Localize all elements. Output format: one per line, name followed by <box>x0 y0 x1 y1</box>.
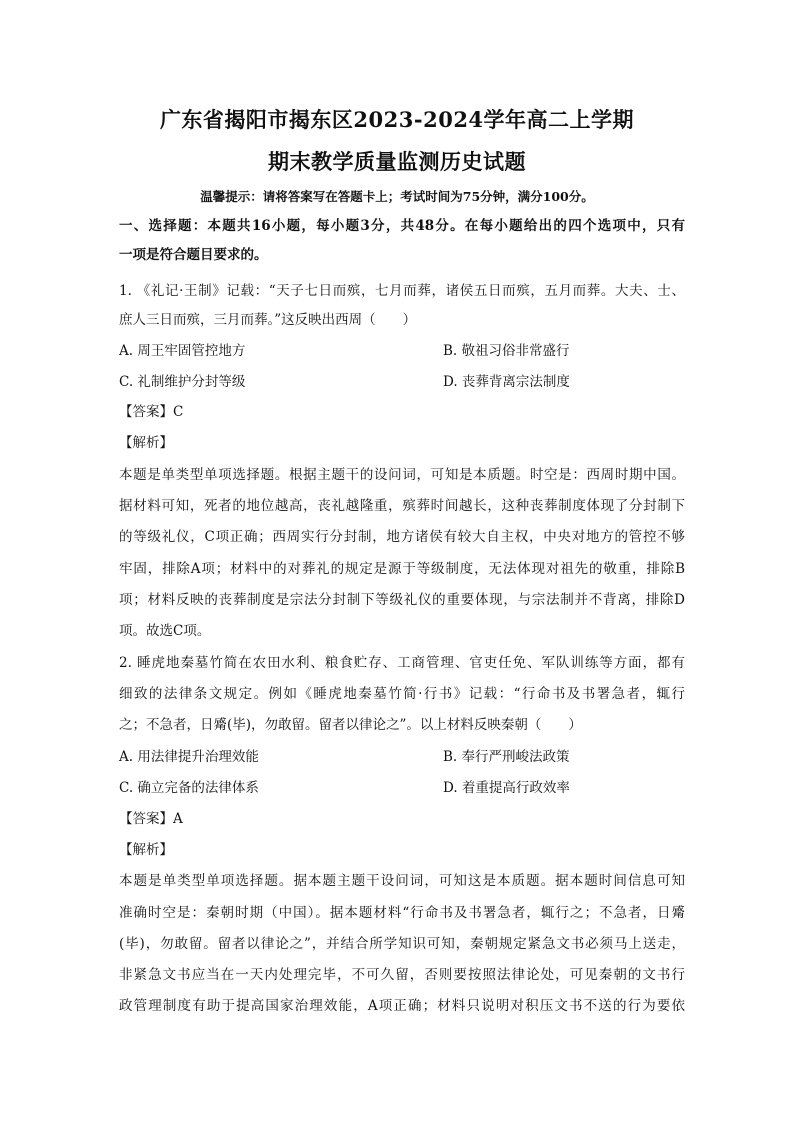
q2-option-c: C. 确立完备的法律体系 <box>119 780 259 796</box>
q2-analysis-line: 政管理制度有助于提高国家治理效能，A项正确；材料只说明对积压文书不送的行为要依 <box>119 998 685 1014</box>
q1-option-b: B. 敬祖习俗非常盛行 <box>443 343 570 359</box>
q2-stem-line1: 2. 睡虎地秦墓竹简在农田水利、粮食贮存、工商管理、官吏任免、军队训练等方面，都有 <box>119 655 685 671</box>
q2-option-b: B. 奉行严刑峻法政策 <box>443 749 570 765</box>
q1-answer: 【答案】C <box>119 404 184 420</box>
q1-analysis-line: 牢固，排除A项；材料中的对葬礼的规定是源于等级制度，无法体现对祖先的敬重，排除B <box>119 561 685 577</box>
q2-answer: 【答案】A <box>119 811 183 827</box>
q2-analysis-heading: 【解析】 <box>119 842 173 858</box>
q2-stem-line2: 细致的法律条文规定。例如《睡虎地秦墓竹简·行书》记载：“行命书及书署急者，辄行 <box>119 686 685 702</box>
q2-analysis-line: 准确时空是：秦朝时期（中国）。据本题材料“行命书及书署急者，辄行之；不急者，日觱 <box>119 905 685 921</box>
q1-analysis-line: 据材料可知，死者的地位越高，丧礼越隆重，殡葬时间越长，这种丧葬制度体现了分封制下 <box>119 498 685 514</box>
section-instructions-line1: 一、选择题：本题共16小题，每小题3分，共48分。在每小题给出的四个选项中，只有 <box>119 218 685 234</box>
q1-analysis-line: 项；材料反映的丧葬制度是宗法分封制下等级礼仪的重要体现，与宗法制并不背离，排除D <box>119 592 685 608</box>
q1-stem-line2: 庶人三日而殡，三月而葬。”这反映出西周（ ） <box>119 312 417 328</box>
q1-option-c: C. 礼制维护分封等级 <box>119 374 246 390</box>
q1-option-a: A. 周王牢固管控地方 <box>119 343 246 359</box>
exam-title-line2: 期末教学质量监测历史试题 <box>268 149 526 174</box>
q1-option-d: D. 丧葬背离宗法制度 <box>443 374 570 390</box>
q1-stem-line1: 1. 《礼记·王制》记载：“天子七日而殡，七月而葬，诸侯五日而殡，五月而葬。大夫、士、 <box>119 283 685 299</box>
q1-analysis-heading: 【解析】 <box>119 435 173 451</box>
exam-title-line1: 广东省揭阳市揭东区2023-2024学年高二上学期 <box>159 107 635 132</box>
q2-analysis-line: 本题是单类型单项选择题。据本题主题干设问词，可知这是本质题。据本题时间信息可知 <box>119 873 685 889</box>
section-instructions-line2: 一项是符合题目要求的。 <box>119 247 268 263</box>
q2-analysis-line: 非紧急文书应当在一天内处理完毕，不可久留，否则要按照法律论处，可见秦朝的文书行 <box>119 967 685 983</box>
q2-stem-line3: 之；不急者，日觱(毕)，勿敢留。留者以律论之”。以上材料反映秦朝（ ） <box>119 717 582 733</box>
q1-analysis-line: 本题是单类型单项选择题。根据主题干的设问词，可知是本质题。时空是：西周时期中国。 <box>119 467 685 483</box>
q2-option-d: D. 着重提高行政效率 <box>443 780 570 796</box>
q2-option-a: A. 用法律提升治理效能 <box>119 749 259 765</box>
exam-tip: 温馨提示：请将答案写在答题卡上；考试时间为75分钟，满分100分。 <box>200 189 594 204</box>
q1-analysis-line: 的等级礼仪，C项正确；西周实行分封制，地方诸侯有较大自主权，中央对地方的管控不够 <box>119 529 685 545</box>
q1-analysis-line: 项。故选C项。 <box>119 623 211 639</box>
q2-analysis-line: (毕)，勿敢留。留者以律论之”，并结合所学知识可知，秦朝规定紧急文书必须马上送走， <box>119 936 685 952</box>
